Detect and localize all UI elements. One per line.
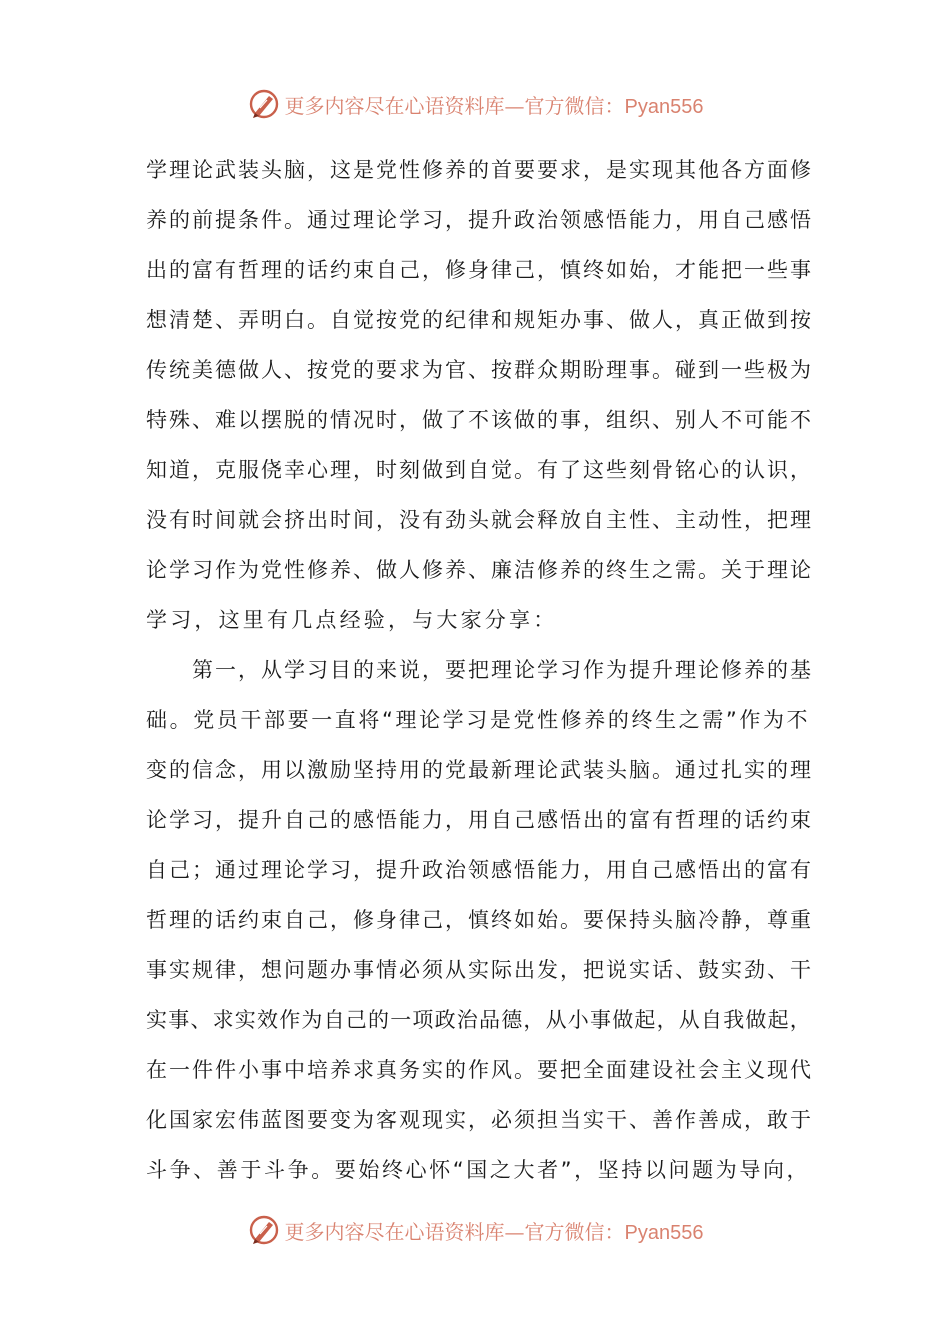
text-line: 想清楚、弄明白。自觉按党的纪律和规矩办事、做人，真正做到按	[146, 308, 813, 332]
text-line: 知道，克服侥幸心理，时刻做到自觉。有了这些刻骨铭心的认识，	[146, 458, 813, 482]
text-line: 自己；通过理论学习，提升政治领感悟能力，用自己感悟出的富有	[146, 858, 813, 882]
text-line: 学习，这里有几点经验，与大家分享：	[146, 608, 558, 632]
watermark-text: 更多内容尽在心语资料库—官方微信：Pyan556	[284, 93, 704, 118]
text-line: 论学习，提升自己的感悟能力，用自己感悟出的富有哲理的话约束	[146, 808, 813, 832]
text-line: 斗争、善于斗争。要始终心怀“国之大者”，坚持以问题为导向，	[146, 1158, 811, 1182]
paragraph	[146, 145, 813, 645]
text-line: 哲理的话约束自己，修身律己，慎终如始。要保持头脑冷静，尊重	[146, 908, 813, 932]
text-line: 础。党员干部要一直将“理论学习是党性修养的终生之需”作为不	[146, 708, 811, 732]
text-line: 论学习作为党性修养、做人修养、廉洁修养的终生之需。关于理论	[146, 558, 813, 582]
watermark-text: 更多内容尽在心语资料库—官方微信：Pyan556	[284, 1219, 704, 1244]
text-line: 化国家宏伟蓝图要变为客观现实，必须担当实干、善作善成，敢于	[146, 1108, 813, 1132]
text-line: 第一，从学习目的来说，要把理论学习作为提升理论修养的基	[192, 658, 813, 682]
wechat-id: Pyan556	[624, 95, 704, 118]
wechat-id: Pyan556	[624, 1221, 704, 1244]
pen-logo-icon	[247, 87, 281, 121]
text-line: 出的富有哲理的话约束自己，修身律己，慎终如始，才能把一些事	[146, 258, 813, 282]
paragraph	[146, 645, 813, 1195]
text-line: 特殊、难以摆脱的情况时，做了不该做的事，组织、别人不可能不	[146, 408, 813, 432]
text-line: 学理论武装头脑，这是党性修养的首要要求，是实现其他各方面修	[146, 158, 813, 182]
text-line: 实事、求实效作为自己的一项政治品德，从小事做起，从自我做起，	[146, 1008, 812, 1032]
text-line: 养的前提条件。通过理论学习，提升政治领感悟能力，用自己感悟	[146, 208, 813, 232]
watermark-footer	[0, 1210, 950, 1250]
document-body	[146, 145, 813, 1195]
text-line: 在一件件小事中培养求真务实的作风。要把全面建设社会主义现代	[146, 1058, 813, 1082]
pen-logo-icon	[247, 1213, 281, 1247]
text-line: 事实规律，想问题办事情必须从实际出发，把说实话、鼓实劲、干	[146, 958, 813, 982]
text-line: 传统美德做人、按党的要求为官、按群众期盼理事。碰到一些极为	[146, 358, 813, 382]
watermark-header	[0, 84, 950, 124]
text-line: 没有时间就会挤出时间，没有劲头就会释放自主性、主动性，把理	[146, 508, 813, 532]
text-line: 变的信念，用以激励坚持用的党最新理论武装头脑。通过扎实的理	[146, 758, 813, 782]
